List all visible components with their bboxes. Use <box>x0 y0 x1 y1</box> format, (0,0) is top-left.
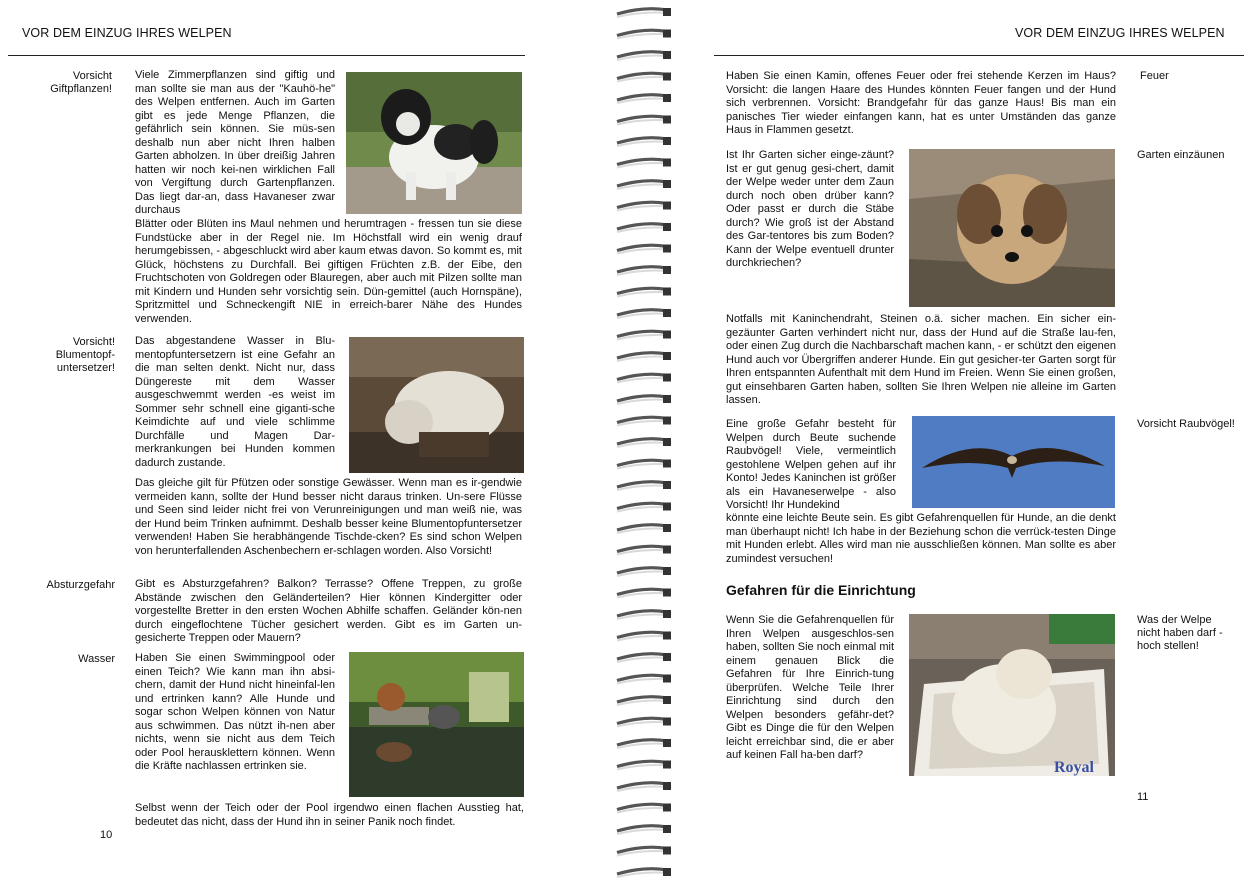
spiral-coil <box>617 653 671 662</box>
paragraph-garten-top: Ist Ihr Garten sicher einge-zäunt? Ist er gut genug gesi-chert, damit der Welpe weder unter dem Zaun durch noch oben drüber kann? Oder passt er durch die Stäbe durch? Wie groß ist der Abstand des Gar-tentores bis zum Boden? Kann der Welpe eventuell drunter durchkriechen? <box>726 149 894 270</box>
photo-puppy-black-white <box>346 72 522 214</box>
paragraph-blumentopf-bottom: Das gleiche gilt für Pfützen oder sonstige Gewässer. Wenn man es ir-gendwie vermeiden kann, sollte der Hund besser nicht daraus trinken. Un-sere Flüsse und Seen sind leider nicht frei von Verunreinigungen und man weiß nie, was der Hund beim Trinken aufnimmt. Deshalb besser keine Blumentopfuntersetzer verwenden! Haben Sie herabhängende Tischde-cken? Es sind schon Welpen von herunterfallenden Aschenbechern er-schlagen worden. Also Vorsicht! <box>135 477 522 557</box>
spiral-coil <box>617 460 671 469</box>
spiral-coil <box>617 8 671 17</box>
spiral-coil <box>617 73 671 82</box>
spiral-coil <box>617 718 671 727</box>
spiral-coil <box>617 30 671 39</box>
spiral-coil <box>617 331 671 340</box>
page-number: 10 <box>100 829 113 841</box>
spiral-coil <box>617 696 671 705</box>
spiral-coil <box>617 782 671 791</box>
paragraph-giftpflanzen-bottom: Blätter oder Blüten ins Maul nehmen und herumtragen - fressen tun sie diese Fundstücke aber in der Regel nie. Im Höchstfall wird ein wenig drauf herumgebissen, - abgeschluckt wird aber kaum etwas davon. So kommt es, mit Glück, höchstens zu Durchfall. Bei giftigen Früchten z.B. der Eibe, den Fruchtschoten von Goldregen oder Blauregen, aber auch mit Pilzen sollte man mit Kindern und Hunden sehr vorsichtig sein. Dün-gemittel (auch Hornspäne), Spritzmittel und Schneckengift NIE in erreich-barer Nähe des Hundes verwenden. <box>135 218 522 325</box>
spiral-coil <box>617 610 671 619</box>
spiral-coil <box>617 438 671 447</box>
spiral-coil <box>617 589 671 598</box>
paragraph-wasser-bottom: Selbst wenn der Teich oder der Pool irgendwo einen flachen Ausstieg hat, bedeutet das nicht, dass der Hund ihn in seiner Panik noch findet. <box>135 802 524 828</box>
paragraph-garten-bottom: Notfalls mit Kaninchendraht, Steinen o.ä. sicher machen. Ein sicher ein-gezäunter Garten verhindert nicht nur, dass der Hund auf die Straße lau-fen, oder einen Zug durch die Nachbarschaft machen kann, - er schützt den eigenen Hund auch vor Übergriffen anderer Hunde. Ein gut gesicher-ter Garten sorgt für Ihren entspannten Aufenthalt mit dem Hund im Freien. Wenn Sie einen großen, gut einsehbaren Garten haben, sollten Sie Ihren Welpen nie alleine im Garten lassen. <box>726 313 1116 407</box>
spiral-coil <box>617 481 671 490</box>
spiral-coil <box>617 202 671 211</box>
spiral-coil <box>617 137 671 146</box>
spiral-coil <box>617 245 671 254</box>
header-rule <box>8 55 525 56</box>
spiral-coil <box>617 223 671 232</box>
spiral-coil <box>617 675 671 684</box>
paragraph-absturz: Gibt es Absturzgefahren? Balkon? Terrasse? Offene Treppen, zu große Abstände zwischen den Geländerteilen? Hier können Kindergitter oder vorgestellte Bretter in den ersten Wochen Abhilfe schaffen. Geländer kön-nen durch eingeflochtene Tücher gesichert werden. Gibt es im Garten un-gesicherte Treppen oder Mauern? <box>135 578 522 645</box>
spiral-coil <box>617 159 671 168</box>
spiral-coil <box>617 374 671 383</box>
side-label-einrichtung: Was der Welpe nicht haben darf - hoch stellen! <box>1137 614 1223 652</box>
running-head: VOR DEM EINZUG IHRES WELPEN <box>1015 26 1225 40</box>
spiral-coil <box>617 352 671 361</box>
spiral-coil <box>617 309 671 318</box>
right-page <box>680 0 1254 888</box>
header-rule <box>714 55 1244 56</box>
running-head: VOR DEM EINZUG IHRES WELPEN <box>22 26 232 40</box>
spiral-coil <box>617 567 671 576</box>
spiral-coil <box>617 51 671 60</box>
spiral-coil <box>617 868 671 877</box>
spiral-coil <box>617 288 671 297</box>
side-label-garten: Garten einzäunen <box>1137 149 1225 161</box>
paragraph-giftpflanzen-top: Viele Zimmerpflanzen sind giftig und man sollte sie man aus der "Kauhö-he" des Welpen entfernen. Auch im Garten gibt es jede Menge Pflanzen, die gefährlich sein können. Sie müs-sen deshalb nun aber nicht Ihren halben Garten abholzen. In über dreißig Jahren hatten wir noch kei-nen wirklichen Fall von Vergiftung durch Gartenpflanzen. Das liegt dar-an, dass Havaneser zwar durchaus <box>135 69 335 217</box>
box-label: Royal <box>1054 759 1094 776</box>
page-number: 11 <box>1137 791 1149 803</box>
spiral-binding <box>605 0 680 888</box>
paragraph-raubvoegel-bottom: könnte eine leichte Beute sein. Es gibt Gefahrenquellen für Hunde, an die denkt man überhaupt nicht! Ich habe in der Beziehung schon die verrück-testen Dinge mit Hunden erlebt. Alles wird man nie ausschließen können. Man sollte es aber zumindest versuchen! <box>726 512 1116 565</box>
paragraph-raubvoegel-top: Eine große Gefahr besteht für Welpen durch Beute suchende Raubvögel! Viele, vermeintlich gestohlene Welpen gehen auf ihr Konto! Jedes Kaninchen ist größer als ein Havaneserwelpe - also Vorsicht! Ihr Hundekind <box>726 418 896 512</box>
spiral-coil <box>617 632 671 641</box>
spiral-coil <box>617 266 671 275</box>
spiral-coil <box>617 180 671 189</box>
paragraph-einrichtung: Wenn Sie die Gefahrenquellen für Ihren Welpen ausgeschlos-sen haben, sollten Sie noch einmal mit einem genauen Blick die Gefahren für Ihre Einrich-tung überprüfen. Welche Teile Ihrer Einrichtung sind durch den Welpen besonders gefähr-det? Gibt es Dinge die für den Welpen leicht erreichbar sind, die er aber auf keinen Fall ha-ben darf? <box>726 614 894 762</box>
spiral-coil <box>617 847 671 856</box>
spiral-coil <box>617 825 671 834</box>
spiral-coil <box>617 503 671 512</box>
paragraph-wasser-top: Haben Sie einen Swimmingpool oder einen Teich? Wie kann man ihn absi-chern, damit der Hund nicht hineinfal-len und ertrinken kann? Alle Hunde und sogar schon Welpen können von Natur aus schwimmen. Das nützt ih-nen aber nichts, wenn sie nicht aus dem Teich oder Pool herausklettern können. Wenn die Kräfte nachlassen ertrinken sie. <box>135 652 335 773</box>
paragraph-blumentopf-top: Das abgestandene Wasser in Blu-mentopfuntersetzern ist eine Gefahr an die man selten denkt. Nicht nur, dass Düngereste mit dem Wasser ausgeschwemmt werden -es weist im Sommer sehr schnell eine giganti-sche Keimdichte auf und viele schlimme Durchfälle und Magen Dar-merkrankungen bei Hunden kommen dadurch zustande. <box>135 335 335 469</box>
side-label-wasser: Wasser <box>78 653 115 665</box>
side-label-blumentopf: Vorsicht! Blumentopf- untersetzer! <box>55 336 115 374</box>
spiral-coil <box>617 546 671 555</box>
spiral-coil <box>617 395 671 404</box>
spiral-coil <box>617 417 671 426</box>
side-label-raubvoegel: Vorsicht Raubvögel! <box>1137 418 1235 430</box>
side-label-giftpflanzen: Vorsicht Giftpflanzen! <box>50 70 112 95</box>
side-label-feuer: Feuer <box>1140 70 1169 82</box>
spiral-coil <box>617 761 671 770</box>
photo-dogs-pond <box>349 652 524 797</box>
photo-puppy-mud <box>349 337 524 473</box>
left-page <box>0 0 600 888</box>
paragraph-feuer: Haben Sie einen Kamin, offenes Feuer oder frei stehende Kerzen im Haus? Vorsicht: die langen Haare des Hundes könnten Feuer fangen und der Hund sich verbrennen. Vorsicht: Brandgefahr für das ganze Haus! Bis man ein panisches Tier wieder einfangen kann, hat es unter Umständen das ganze Haus in Flammen gesetzt. <box>726 70 1116 137</box>
section-heading: Gefahren für die Einrichtung <box>726 582 916 598</box>
photo-puppy-fence <box>909 149 1115 307</box>
photo-bird-of-prey <box>912 416 1115 508</box>
side-label-absturz: Absturzgefahr <box>46 579 115 591</box>
spiral-coil <box>617 804 671 813</box>
spiral-coil <box>617 116 671 125</box>
photo-puppy-box <box>909 614 1115 776</box>
spiral-coil <box>617 94 671 103</box>
spiral-coil <box>617 739 671 748</box>
spiral-coil <box>617 524 671 533</box>
